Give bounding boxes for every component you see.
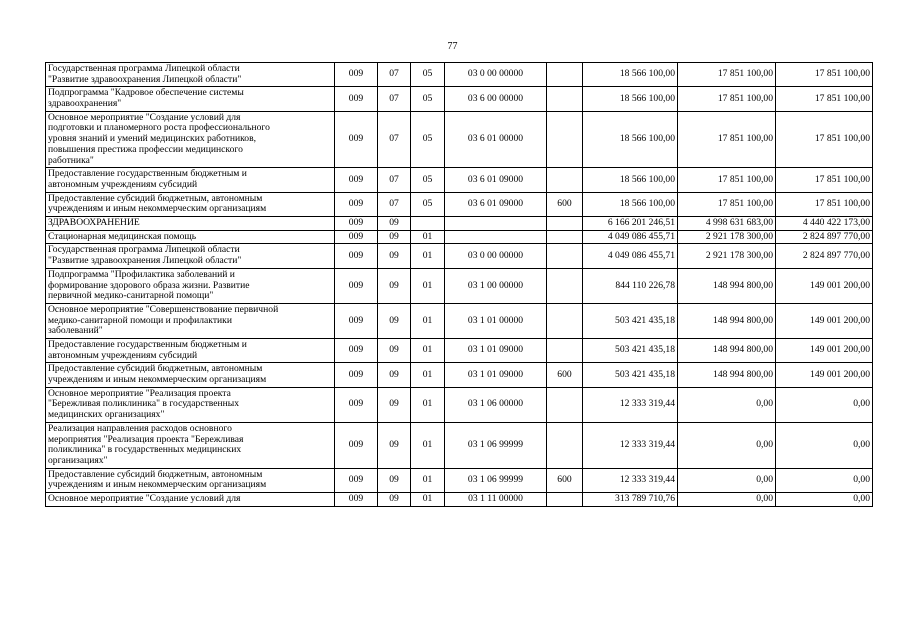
amount-year-3-cell: 149 001 200,00 [776,303,873,338]
target-article-cell: 03 1 01 09000 [445,339,547,363]
item-name-line: Реализация направления расходов основного [48,422,232,434]
subsection-code-cell: 01 [411,493,445,507]
amount-year-3-cell: 17 851 100,00 [776,111,873,168]
section-code-cell: 09 [378,339,411,363]
item-name-line: учреждениям и иным некоммерческим организациям [48,479,267,491]
subsection-code-cell: 01 [411,468,445,492]
amount-year-2-cell: 0,00 [678,493,776,507]
amount-year-2-cell: 17 851 100,00 [678,87,776,111]
amount-year-2-cell: 0,00 [678,387,776,422]
item-name-line: Основное мероприятие "Создание условий для [48,493,241,505]
amount-year-2-cell: 0,00 [678,468,776,492]
item-name-cell [46,63,335,87]
target-article-cell: 03 6 01 00000 [445,111,547,168]
subsection-code-cell: 01 [411,422,445,468]
expense-type-cell: 600 [547,192,583,216]
expense-type-cell [547,387,583,422]
ministry-code-cell: 009 [335,192,378,216]
amount-year-1-cell: 18 566 100,00 [583,111,678,168]
amount-year-1-cell: 844 110 226,78 [583,268,678,303]
budget-table-body [46,63,873,507]
page-number: 77 [447,41,458,52]
subsection-code-cell: 05 [411,63,445,87]
item-name-cell [46,168,335,192]
expense-type-cell [547,111,583,168]
amount-year-1-cell: 4 049 086 455,71 [583,230,678,244]
target-article-cell: 03 1 01 09000 [445,363,547,387]
item-name-cell [46,111,335,168]
ministry-code-cell: 009 [335,387,378,422]
item-name-line: уровня знаний и умений медицинских работников, [48,133,257,145]
item-name-line: автономным учреждениям субсидий [48,178,198,190]
item-name-cell [46,339,335,363]
subsection-code-cell: 05 [411,111,445,168]
table-row [46,387,873,422]
section-code-cell: 09 [378,422,411,468]
amount-year-1-cell: 12 333 319,44 [583,422,678,468]
amount-year-1-cell: 18 566 100,00 [583,168,678,192]
subsection-code-cell: 01 [411,230,445,244]
ministry-code-cell: 009 [335,493,378,507]
target-article-cell: 03 1 11 00000 [445,493,547,507]
item-name-line: "Развитие здравоохранения Липецкой области" [48,73,242,85]
item-name-line: заболеваний" [48,325,103,337]
expense-type-cell [547,63,583,87]
target-article-cell: 03 1 00 00000 [445,268,547,303]
item-name-line: первичной медико-санитарной помощи" [48,290,214,302]
section-code-cell: 09 [378,363,411,387]
table-row [46,493,873,507]
subsection-code-cell: 05 [411,87,445,111]
item-name-line: Предоставление субсидий бюджетным, автономным [48,468,263,480]
ministry-code-cell: 009 [335,422,378,468]
item-name-line: Основное мероприятие "Создание условий для [48,111,241,123]
item-name-line: Предоставление государственным бюджетным и [48,339,247,350]
amount-year-3-cell: 2 824 897 770,00 [776,230,873,244]
item-name-cell [46,217,335,231]
item-name-line: медико-санитарной помощи и профилактики [48,314,232,326]
item-name-line: Предоставление субсидий бюджетным, автономным [48,192,263,204]
target-article-cell: 03 0 00 00000 [445,244,547,268]
item-name-cell [46,268,335,303]
subsection-code-cell: 01 [411,268,445,303]
amount-year-3-cell: 4 440 422 173,00 [776,217,873,231]
amount-year-2-cell: 148 994 800,00 [678,303,776,338]
expense-type-cell [547,339,583,363]
amount-year-3-cell: 17 851 100,00 [776,87,873,111]
item-name-line: медицинских организациях" [48,409,165,421]
item-name-line: ЗДРАВООХРАНЕНИЕ [48,217,140,229]
budget-table [45,62,873,507]
amount-year-1-cell: 313 789 710,76 [583,493,678,507]
amount-year-3-cell: 0,00 [776,493,873,507]
ministry-code-cell: 009 [335,168,378,192]
amount-year-3-cell: 0,00 [776,468,873,492]
amount-year-1-cell: 18 566 100,00 [583,63,678,87]
item-name-line: Основное мероприятие "Совершенствование первичной [48,303,279,315]
item-name-cell [46,230,335,244]
expense-type-cell [547,268,583,303]
item-name-cell [46,468,335,492]
section-code-cell: 09 [378,217,411,231]
item-name-line: организациях" [48,454,108,466]
item-name-line: Подпрограмма "Профилактика заболеваний и [48,268,235,280]
section-code-cell: 07 [378,111,411,168]
table-row [46,303,873,338]
target-article-cell: 03 0 00 00000 [445,63,547,87]
amount-year-1-cell: 18 566 100,00 [583,192,678,216]
section-code-cell: 09 [378,468,411,492]
expense-type-cell [547,493,583,507]
item-name-cell [46,192,335,216]
ministry-code-cell: 009 [335,230,378,244]
ministry-code-cell: 009 [335,468,378,492]
subsection-code-cell: 05 [411,192,445,216]
amount-year-1-cell: 6 166 201 246,51 [583,217,678,231]
amount-year-3-cell: 17 851 100,00 [776,168,873,192]
section-code-cell: 09 [378,303,411,338]
section-code-cell: 07 [378,192,411,216]
expense-type-cell [547,87,583,111]
amount-year-2-cell: 0,00 [678,422,776,468]
item-name-line: формирование здорового образа жизни. Развитие [48,279,250,291]
amount-year-1-cell: 4 049 086 455,71 [583,244,678,268]
amount-year-3-cell: 149 001 200,00 [776,339,873,363]
target-article-cell: 03 1 06 99999 [445,468,547,492]
amount-year-2-cell: 148 994 800,00 [678,363,776,387]
amount-year-2-cell: 2 921 178 300,00 [678,244,776,268]
table-row [46,168,873,192]
amount-year-3-cell: 17 851 100,00 [776,63,873,87]
target-article-cell [445,217,547,231]
item-name-cell [46,303,335,338]
section-code-cell: 09 [378,268,411,303]
item-name-line: автономным учреждениям субсидий [48,349,198,361]
item-name-line: здравоохранения" [48,98,122,110]
section-code-cell: 09 [378,493,411,507]
subsection-code-cell [411,217,445,231]
item-name-line: Предоставление субсидий бюджетным, автономным [48,363,263,375]
item-name-line: Предоставление государственным бюджетным и [48,168,247,180]
section-code-cell: 07 [378,63,411,87]
amount-year-1-cell: 18 566 100,00 [583,87,678,111]
amount-year-3-cell: 17 851 100,00 [776,192,873,216]
subsection-code-cell: 01 [411,339,445,363]
subsection-code-cell: 01 [411,363,445,387]
item-name-cell [46,387,335,422]
expense-type-cell [547,303,583,338]
ministry-code-cell: 009 [335,339,378,363]
ministry-code-cell: 009 [335,63,378,87]
expense-type-cell [547,244,583,268]
item-name-cell [46,363,335,387]
table-row [46,192,873,216]
table-row [46,111,873,168]
amount-year-1-cell: 12 333 319,44 [583,468,678,492]
amount-year-3-cell: 149 001 200,00 [776,363,873,387]
item-name-line: работника" [48,154,94,166]
table-row [46,339,873,363]
ministry-code-cell: 009 [335,303,378,338]
subsection-code-cell: 05 [411,168,445,192]
amount-year-1-cell: 503 421 435,18 [583,303,678,338]
amount-year-3-cell: 0,00 [776,422,873,468]
item-name-line: повышения престижа профессии медицинского [48,143,243,155]
expense-type-cell [547,168,583,192]
ministry-code-cell: 009 [335,217,378,231]
ministry-code-cell: 009 [335,111,378,168]
target-article-cell: 03 1 01 00000 [445,303,547,338]
item-name-cell [46,422,335,468]
table-row [46,244,873,268]
amount-year-1-cell: 12 333 319,44 [583,387,678,422]
amount-year-2-cell: 4 998 631 683,00 [678,217,776,231]
item-name-line: "Развитие здравоохранения Липецкой области" [48,255,242,267]
section-code-cell: 09 [378,230,411,244]
amount-year-3-cell: 149 001 200,00 [776,268,873,303]
item-name-cell [46,493,335,507]
item-name-line: Основное мероприятие "Реализация проекта [48,387,231,399]
table-row [46,87,873,111]
target-article-cell [445,230,547,244]
section-code-cell: 09 [378,387,411,422]
ministry-code-cell: 009 [335,363,378,387]
table-row [46,422,873,468]
expense-type-cell [547,217,583,231]
target-article-cell: 03 1 06 99999 [445,422,547,468]
item-name-cell [46,244,335,268]
item-name-line: "Бережливая поликлиника" в государственных [48,398,240,410]
section-code-cell: 07 [378,168,411,192]
subsection-code-cell: 01 [411,387,445,422]
amount-year-2-cell: 148 994 800,00 [678,339,776,363]
table-row [46,217,873,231]
item-name-line: мероприятия "Реализация проекта "Бережливая [48,433,244,445]
amount-year-3-cell: 2 824 897 770,00 [776,244,873,268]
table-row [46,230,873,244]
expense-type-cell: 600 [547,468,583,492]
expense-type-cell: 600 [547,363,583,387]
table-row [46,363,873,387]
item-name-cell [46,87,335,111]
target-article-cell: 03 6 01 09000 [445,192,547,216]
section-code-cell: 07 [378,87,411,111]
expense-type-cell [547,230,583,244]
ministry-code-cell: 009 [335,244,378,268]
item-name-line: подготовки и планомерного роста профессионального [48,122,270,134]
item-name-line: поликлиника" в государственных медицинских [48,444,242,456]
ministry-code-cell: 009 [335,87,378,111]
table-row [46,268,873,303]
amount-year-2-cell: 2 921 178 300,00 [678,230,776,244]
item-name-line: Стационарная медицинская помощь [48,230,197,242]
expense-type-cell [547,422,583,468]
section-code-cell: 09 [378,244,411,268]
amount-year-3-cell: 0,00 [776,387,873,422]
ministry-code-cell: 009 [335,268,378,303]
amount-year-1-cell: 503 421 435,18 [583,339,678,363]
subsection-code-cell: 01 [411,244,445,268]
amount-year-1-cell: 503 421 435,18 [583,363,678,387]
target-article-cell: 03 6 01 09000 [445,168,547,192]
item-name-line: учреждениям и иным некоммерческим организациям [48,374,267,386]
item-name-line: Государственная программа Липецкой области [48,244,240,256]
table-row [46,63,873,87]
amount-year-2-cell: 17 851 100,00 [678,111,776,168]
table-row [46,468,873,492]
subsection-code-cell: 01 [411,303,445,338]
item-name-line: Государственная программа Липецкой области [48,62,240,74]
item-name-line: Подпрограмма "Кадровое обеспечение системы [48,87,244,99]
target-article-cell: 03 1 06 00000 [445,387,547,422]
amount-year-2-cell: 17 851 100,00 [678,168,776,192]
item-name-line: учреждениям и иным некоммерческим организациям [48,203,267,215]
amount-year-2-cell: 17 851 100,00 [678,63,776,87]
amount-year-2-cell: 17 851 100,00 [678,192,776,216]
target-article-cell: 03 6 00 00000 [445,87,547,111]
amount-year-2-cell: 148 994 800,00 [678,268,776,303]
